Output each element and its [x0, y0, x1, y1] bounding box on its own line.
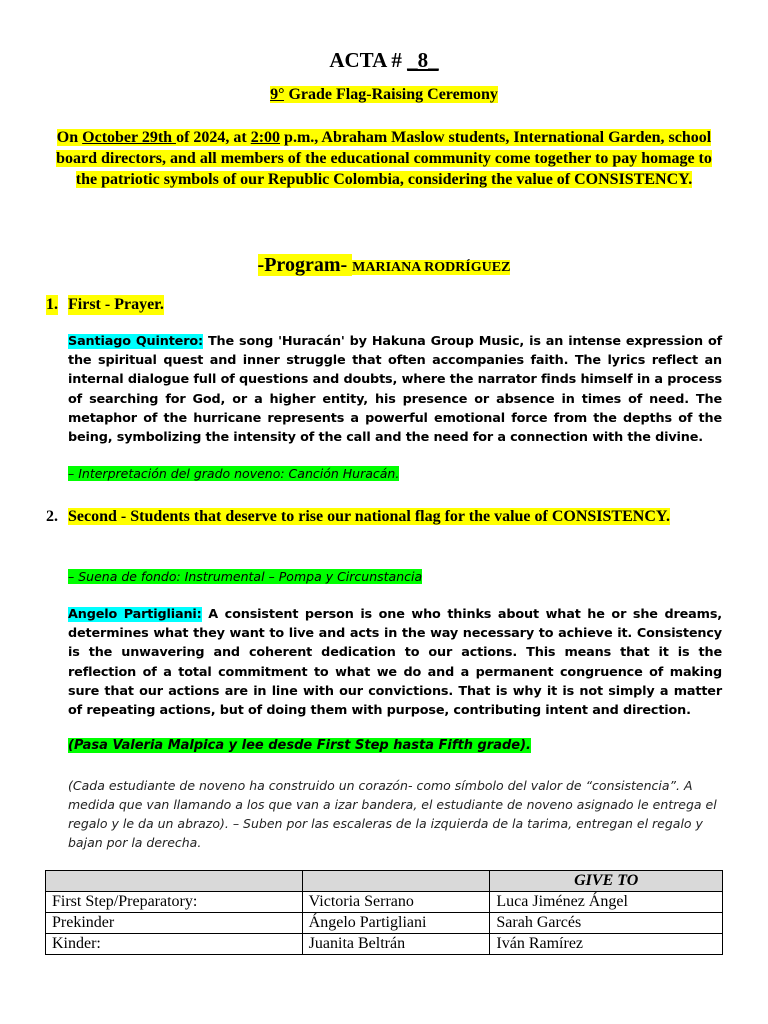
flag-bearers-table	[45, 870, 723, 955]
section-1-note-text: – Interpretación del grado noveno: Canción Huracán.	[68, 466, 400, 481]
document-title	[0, 48, 768, 73]
intro-part-1: On	[56, 129, 83, 146]
section-1-text: The song 'Huracán' by Hakuna Group Music, is an intense expression of the spiritual quest and inner struggle that often accompanies faith. The lyrics reflect an internal dialogue full of questions and doubts, where the narrator finds himself in a process of searching for God, or a higher entity, his presence or absence in times of need. The metaphor of the hurricane represents a powerful emotional force from the depths of the being, symbolizing the intensity of the call and the need for a connection with the divine.	[68, 334, 722, 446]
section-1-paragraph	[68, 332, 722, 447]
subtitle-text: Grade Flag-Raising Ceremony	[284, 86, 498, 103]
document-subtitle	[0, 86, 768, 104]
intro-paragraph	[48, 127, 720, 190]
acta-prefix: ACTA #	[329, 48, 408, 72]
section-2-text: A consistent person is one who thinks about what he or she dreams, determines what they want to live and acts in the way necessary to achieve it. Consistency is the unwavering and coherent dedication to our actions. This means that it is the reflection of a total commitment to what we do and a permanent congruence of making sure that our actions are in line with our convictions. That is why it is not simply a matter of repeating actions, but of doing them with purpose, contributing intent and direction.	[68, 607, 722, 719]
section-1-number: 1.	[46, 296, 58, 313]
table-cell-student: Ángelo Partigliani	[302, 913, 490, 934]
section-2-explanation: (Cada estudiante de noveno ha construido un corazón- como símbolo del valor de “consistencia”. A medida que van llamando a los que van a izar bandera, el estudiante de noveno asignado le entrega el regalo y le da un abrazo). – Suben por las escaleras de la izquierda de la tarima, entregan el regalo y bajan por la derecha.	[68, 778, 717, 850]
table-row	[46, 934, 723, 955]
section-2-title: Second - Students that deserve to rise our national flag for the value of CONSISTENCY.	[68, 508, 670, 525]
table-row	[46, 892, 723, 913]
table-cell-student: Victoria Serrano	[302, 892, 490, 913]
intro-part-2: of 2024, at	[176, 129, 251, 146]
section-2-title-wrap	[68, 507, 722, 527]
intro-time: 2:00	[250, 129, 281, 146]
section-1-speaker: Santiago Quintero:	[68, 334, 203, 349]
section-1-title: First - Prayer.	[68, 296, 164, 313]
table-cell-grade: Prekinder	[46, 913, 303, 934]
section-2-note-text: – Suena de fondo: Instrumental – Pompa y Circunstancia	[68, 569, 423, 584]
table-header-give-to: GIVE TO	[490, 871, 723, 892]
table-header-cell	[302, 871, 490, 892]
table-cell-give-to: Luca Jiménez Ángel	[490, 892, 723, 913]
section-2-note	[68, 569, 422, 584]
acta-number: _8_	[407, 48, 439, 72]
intro-date: October 29th	[82, 129, 177, 146]
section-2-instruction-text: (Pasa Valeria Malpica y lee desde First Step hasta Fifth grade).	[68, 738, 531, 753]
table-row	[46, 913, 723, 934]
section-2-speaker: Angelo Partigliani:	[68, 607, 202, 622]
section-1-note	[68, 466, 399, 481]
table-header-row	[46, 871, 723, 892]
section-2-paragraph	[68, 605, 722, 720]
table-cell-grade: First Step/Preparatory:	[46, 892, 303, 913]
table-header-cell	[46, 871, 303, 892]
section-2-number: 2.	[46, 508, 58, 525]
section-2-instruction	[68, 738, 531, 753]
table-cell-give-to: Sarah Garcés	[490, 913, 723, 934]
table-cell-student: Juanita Beltrán	[302, 934, 490, 955]
table-cell-grade: Kinder:	[46, 934, 303, 955]
program-heading	[0, 254, 768, 277]
program-presenter: MARIANA RODRÍGUEZ	[352, 260, 511, 275]
subtitle-grade: 9°	[270, 86, 285, 103]
program-label: -Program-	[257, 254, 353, 276]
intro-part-3: p.m., Abraham Maslow students, International Garden, school board directors, and all members of the educational community come together to pay homage to the patriotic symbols of our Republic Colombia, considering the value of CONSISTENCY.	[56, 129, 712, 188]
table-cell-give-to: Iván Ramírez	[490, 934, 723, 955]
